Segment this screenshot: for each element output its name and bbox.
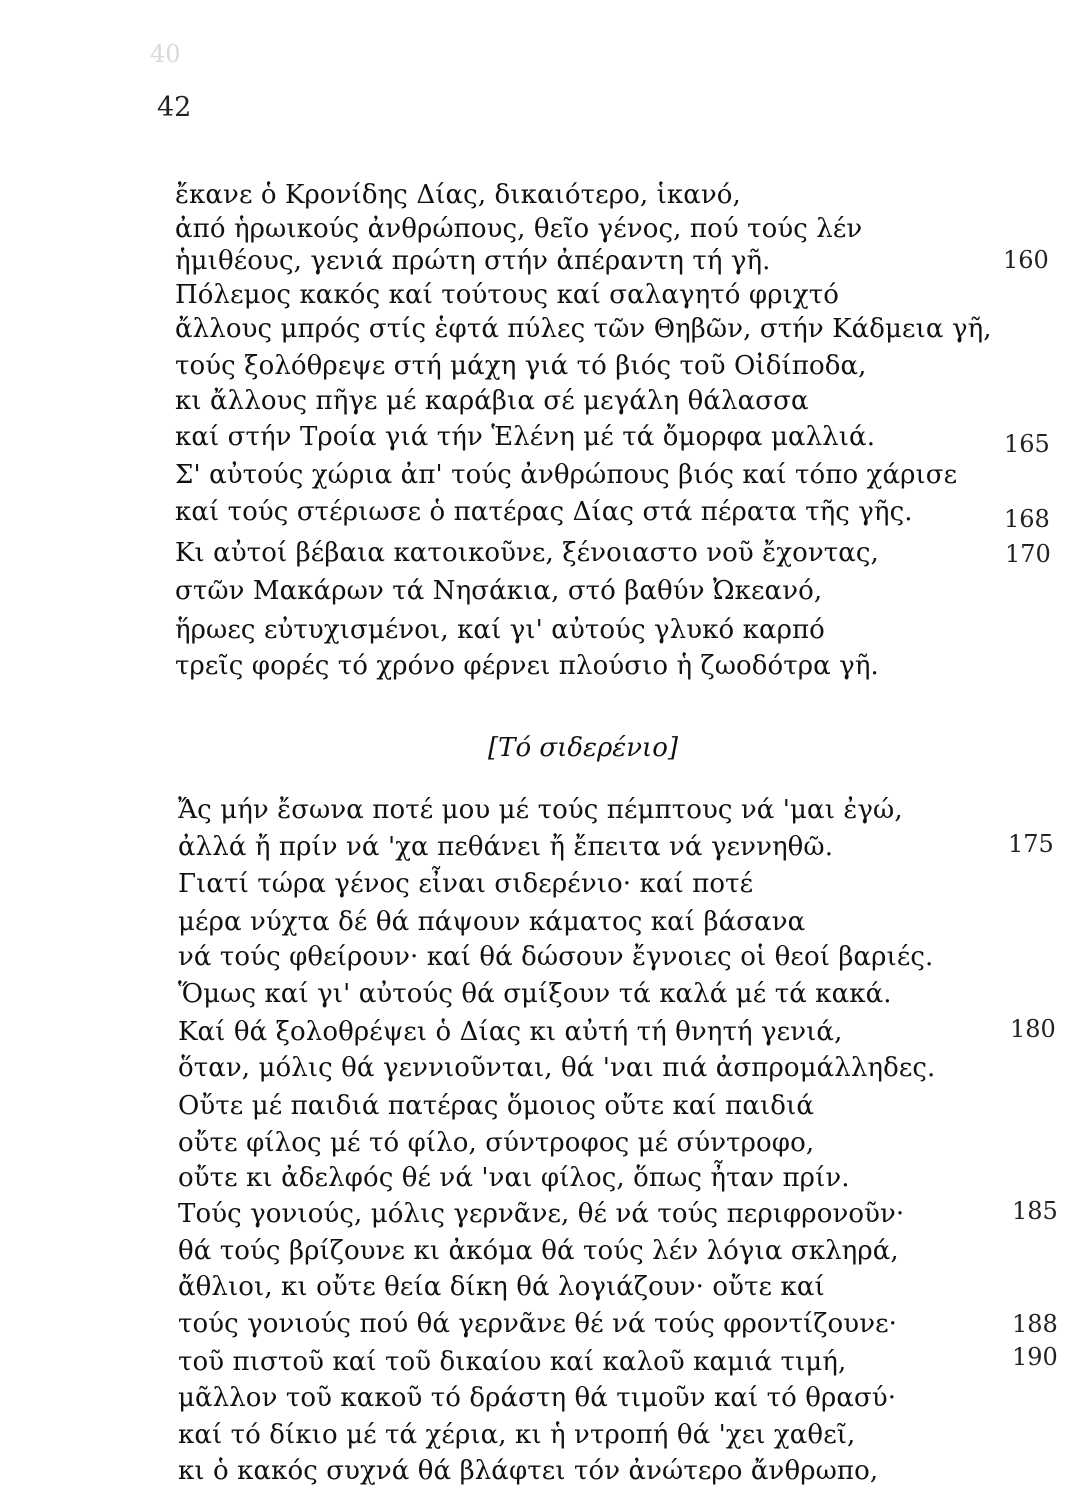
verse-line: Ὅμως καί γι' αὐτούς θά σμίξουν τά καλά μέ τά κακά.	[178, 979, 892, 1009]
verse-line: κι ἄλλους πῆγε μέ καράβια σέ μεγάλη θάλασσα	[175, 386, 809, 416]
line-number: 168	[1004, 505, 1050, 533]
verse-line: Καί θά ξολοθρέψει ὁ Δίας κι αὐτή τή θνητή γενιά,	[178, 1017, 843, 1047]
verse-line: καί τό δίκιο μέ τά χέρια, κι ἡ ντροπή θά 'χει χαθεῖ,	[178, 1420, 856, 1450]
section-heading: [Τό σιδερένιο]	[488, 733, 678, 763]
verse-line: Κι αὐτοί βέβαια κατοικοῦνε, ξένοιαστο νοῦ ἔχοντας,	[175, 538, 879, 568]
verse-line: Σ' αὐτούς χώρια ἀπ' τούς ἀνθρώπους βιός καί τόπο χάρισε	[175, 460, 958, 490]
line-number: 188	[1012, 1310, 1058, 1338]
verse-line: ἀλλά ἤ πρίν νά 'χα πεθάνει ἤ ἔπειτα νά γεννηθῶ.	[178, 832, 834, 862]
bleed-through-page-number: 40	[150, 40, 181, 68]
line-number: 170	[1005, 540, 1051, 568]
verse-line: καί τούς στέριωσε ὁ πατέρας Δίας στά πέρατα τῆς γῆς.	[175, 497, 913, 527]
verse-line: ἔκανε ὁ Κρονίδης Δίας, δικαιότερο, ἱκανό,	[175, 180, 741, 210]
verse-line: στῶν Μακάρων τά Νησάκια, στό βαθύν Ὠκεανό,	[175, 576, 823, 606]
verse-line: μέρα νύχτα δέ θά πάψουν κάματος καί βάσανα	[178, 907, 806, 937]
verse-line: οὔτε φίλος μέ τό φίλο, σύντροφος μέ σύντροφο,	[178, 1128, 815, 1158]
line-number: 175	[1008, 830, 1054, 858]
verse-line: τρεῖς φορές τό χρόνο φέρνει πλούσιο ἡ ζωοδότρα γῆ.	[175, 651, 879, 681]
verse-line: καί στήν Τροία γιά τήν Ἑλένη μέ τά ὄμορφα μαλλιά.	[175, 422, 876, 452]
line-number: 185	[1012, 1197, 1058, 1225]
page-number: 42	[157, 92, 192, 123]
verse-line: νά τούς φθείρουν· καί θά δώσουν ἔγνοιες οἱ θεοί βαριές.	[178, 942, 934, 972]
line-number: 180	[1010, 1015, 1056, 1043]
verse-line: μᾶλλον τοῦ κακοῦ τό δράστη θά τιμοῦν καί τό θρασύ·	[178, 1383, 897, 1413]
verse-line: θά τούς βρίζουνε κι ἀκόμα θά τούς λέν λόγια σκληρά,	[178, 1236, 899, 1266]
verse-line: τούς ξολόθρεψε στή μάχη γιά τό βιός τοῦ Οἰδίποδα,	[175, 351, 867, 381]
verse-line: Οὔτε μέ παιδιά πατέρας ὅμοιος οὔτε καί παιδιά	[178, 1091, 815, 1121]
line-number: 165	[1004, 430, 1050, 458]
verse-line: Τούς γονιούς, μόλις γερνᾶνε, θέ νά τούς περιφρονοῦν·	[178, 1199, 905, 1229]
line-number: 190	[1012, 1343, 1058, 1371]
verse-line: Πόλεμος κακός καί τούτους καί σαλαγητό φριχτό	[175, 280, 839, 310]
verse-line: τούς γονιούς πού θά γερνᾶνε θέ νά τούς φροντίζουνε·	[178, 1309, 898, 1339]
verse-line: Γιατί τώρα γένος εἶναι σιδερένιο· καί ποτέ	[178, 869, 754, 899]
line-number: 160	[1003, 246, 1049, 274]
verse-line: τοῦ πιστοῦ καί τοῦ δικαίου καί καλοῦ καμιά τιμή,	[178, 1347, 847, 1377]
verse-line: ἄθλιοι, κι οὔτε θεία δίκη θά λογιάζουν· οὔτε καί	[178, 1272, 825, 1302]
verse-line: κι ὁ κακός συχνά θά βλάφτει τόν ἀνώτερο ἄνθρωπο,	[178, 1456, 879, 1486]
verse-line: οὔτε κι ἀδελφός θέ νά 'ναι φίλος, ὅπως ἦταν πρίν.	[178, 1163, 850, 1193]
verse-line: ἡμιθέους, γενιά πρώτη στήν ἀπέραντη τή γῆ.	[175, 246, 771, 276]
verse-line: ἥρωες εὐτυχισμένοι, καί γι' αὐτούς γλυκό καρπό	[175, 615, 825, 645]
verse-line: ἀπό ἡρωικούς ἀνθρώπους, θεῖο γένος, πού τούς λέν	[175, 214, 863, 244]
verse-line: ὅταν, μόλις θά γεννιοῦνται, θά 'ναι πιά ἀσπρομάλληδες.	[178, 1053, 936, 1083]
verse-line: Ἄς μήν ἔσωνα ποτέ μου μέ τούς πέμπτους νά 'μαι ἐγώ,	[178, 795, 903, 825]
verse-line: ἄλλους μπρός στίς ἑφτά πύλες τῶν Θηβῶν, στήν Κάδμεια γῆ,	[175, 314, 992, 344]
